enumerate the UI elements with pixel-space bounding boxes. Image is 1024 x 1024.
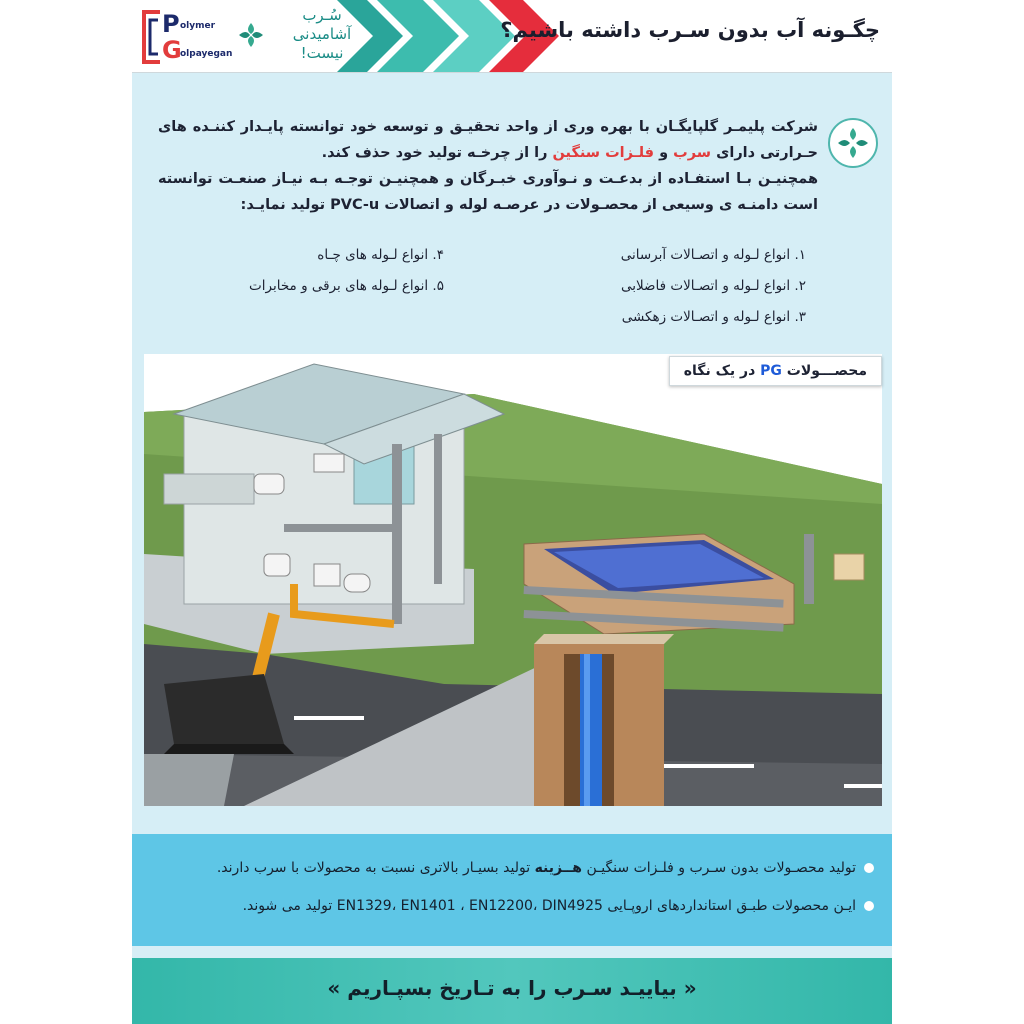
note-cost (217, 860, 874, 876)
list-item: ۱. انواع لـوله و اتصـالات آبرسانی (620, 247, 806, 263)
products-at-a-glance-label (669, 356, 882, 386)
logo-word-olymer: olymer (180, 21, 216, 31)
product-list-left (249, 240, 444, 302)
list-item: ۲. انواع لـوله و اتصـالات فاضلابی (620, 278, 806, 294)
note-standards-text: ایـن محصولات طبـق استانداردهای اروپـایی EN1329، EN1401 ، EN12200، DIN4925 تولید می شوند. (242, 898, 856, 914)
glance-text-after: در یک نگاه (683, 363, 761, 379)
glance-pg-brand: PG (760, 363, 782, 379)
logo-letter-p: P (162, 10, 180, 38)
house-piping-illustration (144, 354, 882, 806)
leaf-cross-icon (236, 20, 266, 50)
note-cost-part-a: تولید محصـولات بدون سـرب و فلـزات سنگیـن (582, 860, 856, 876)
intro-p1-mid: و (654, 145, 674, 161)
logo-word-olpayegan: olpayegan (180, 49, 233, 59)
notes-box (132, 834, 892, 946)
list-item: ۴. انواع لـوله های چـاه (317, 247, 444, 263)
intro-p1-part2: را از چرخـه تولید خود حذف کند. (321, 145, 553, 161)
list-item: ۳. انواع لـوله و اتصـالات زهکشی (621, 309, 806, 325)
footer-slogan: « بیاییـد سـرب را به تـاریخ بسپـاریم » (327, 976, 697, 1000)
note-cost-part-b: تولید بسیـار بالاتری نسبت به محصولات با سرب دارند. (216, 860, 535, 876)
page-title: چگـونه آب بدون سـرب داشته باشیم؟ (500, 18, 880, 42)
piping-scene (144, 354, 882, 806)
polymer-golpayegan-logo (138, 8, 238, 66)
list-item: ۵. انواع لـوله های برقی و مخابرات (249, 278, 444, 294)
highlight-heavy-metals: فلـزات سنگین (552, 145, 655, 161)
slogan-line-1: سُـرب (302, 6, 342, 24)
logo-letter-g: G (162, 36, 182, 64)
poster (132, 0, 892, 1024)
highlight-lead: سرب (673, 145, 712, 161)
slogan-line-3: نیست! (300, 44, 344, 62)
product-list-right (621, 240, 806, 333)
intro-paragraph-1 (158, 114, 818, 166)
bullet-icon (864, 901, 874, 911)
note-standards (243, 898, 874, 914)
intro-paragraph-2: همچنیـن بـا استفـاده از بدعـت و نـوآوری خبـرگان و همچنیـن توجـه بـه نیـاز صنعـت توانسته است دامنـه ی وسیعی از محصـولات در عرصـه لوله و اتصالات PVC-u تولید نمایـد: (158, 171, 818, 213)
header (132, 0, 892, 73)
intro-p1-part1: شرکت پلیمـر گلپایگـان با بهره وری از واحد تحقیـق و توسعه خود توانسته پایـدار کننـده های حـرارتی دارای (158, 119, 818, 161)
glance-text-before: محصـــولات (781, 363, 867, 379)
note-cost-bold: هــزینه (534, 860, 583, 876)
slogan-line-2: آشامیدنی (292, 25, 352, 43)
intro-text (158, 114, 818, 218)
leaf-cross-icon (828, 118, 878, 168)
bullet-icon (864, 863, 874, 873)
footer-banner (132, 958, 892, 1024)
